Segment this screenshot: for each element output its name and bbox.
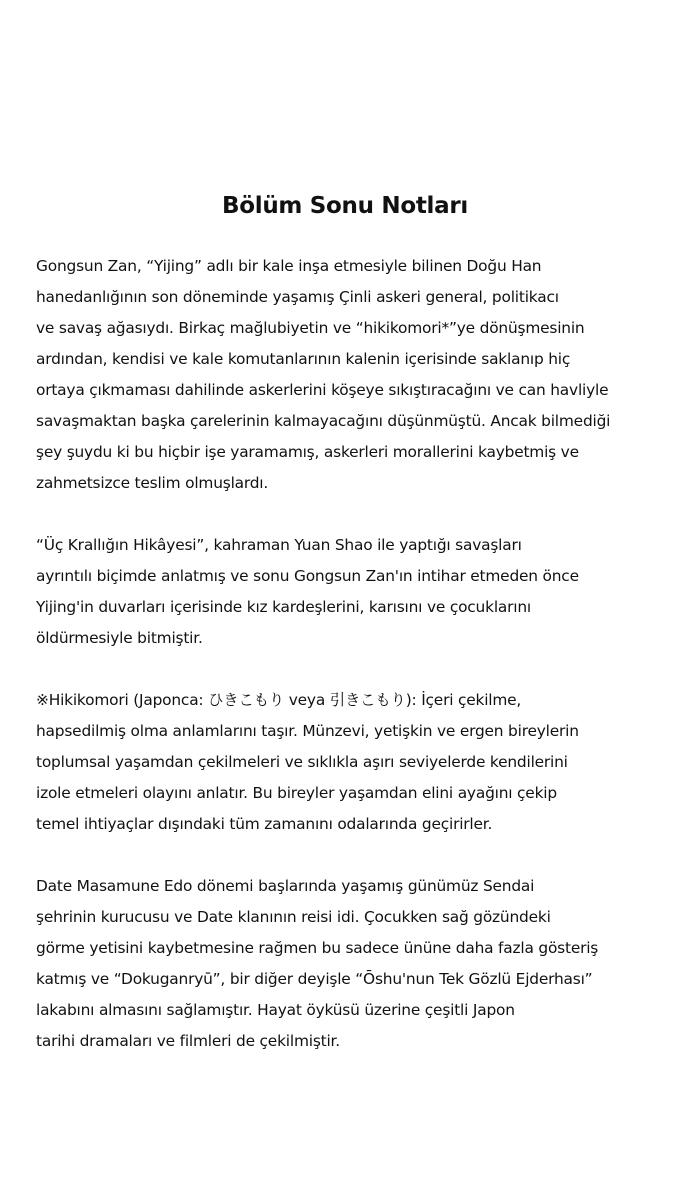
text-line: savaşmaktan başka çarelerinin kalmayacağını düşünmüştü. Ancak bilmediği — [36, 412, 611, 430]
text-line: öldürmesiyle bitmiştir. — [36, 629, 203, 647]
text-line: şehrinin kurucusu ve Date klanının reisi idi. Çocukken sağ gözündeki — [36, 908, 551, 926]
text-line: ayrıntılı biçimde anlatmış ve sonu Gongsun Zan'ın intihar etmeden önce — [36, 567, 579, 585]
text-line: Gongsun Zan, “Yijing” adlı bir kale inşa etmesiyle bilinen Doğu Han — [36, 257, 542, 275]
text-line: ve savaş ağasıydı. Birkaç mağlubiyetin ve “hikikomori*”ye dönüşmesinin — [36, 319, 585, 337]
page-title: Bölüm Sonu Notları — [222, 193, 468, 219]
text-line: görme yetisini kaybetmesine rağmen bu sadece ününe daha fazla gösteriş — [36, 939, 599, 957]
text-line: katmış ve “Dokuganryū”, bir diğer deyişle “Ōshu'nun Tek Gözlü Ejderhası” — [36, 970, 593, 988]
text-line: Date Masamune Edo dönemi başlarında yaşamış günümüz Sendai — [36, 877, 535, 895]
text-line: Yijing'in duvarları içerisinde kız kardeşlerini, karısını ve çocuklarını — [36, 598, 531, 616]
text-line: ardından, kendisi ve kale komutanlarının kalenin içerisinde saklanıp hiç — [36, 350, 571, 368]
text-line: toplumsal yaşamdan çekilmeleri ve sıklıkla aşırı seviyelerde kendilerini — [36, 753, 568, 771]
text-line: “Üç Krallığın Hikâyesi”, kahraman Yuan Shao ile yaptığı savaşları — [36, 536, 522, 554]
text-line: zahmetsizce teslim olmuşlardı. — [36, 474, 269, 492]
text-line: tarihi dramaları ve filmleri de çekilmiştir. — [36, 1032, 340, 1050]
text-line: hanedanlığının son döneminde yaşamış Çinli askeri general, politikacı — [36, 288, 559, 306]
notes-body — [36, 251, 666, 1088]
paragraph-gongsun-zan — [36, 251, 666, 499]
text-line: ortaya çıkmaması dahilinde askerlerini köşeye sıkıştıracağını ve can havliyle — [36, 381, 609, 399]
text-line: izole etmeleri olayını anlatır. Bu bireyler yaşamdan elini ayağını çekip — [36, 784, 557, 802]
paragraph-three-kingdoms — [36, 530, 666, 654]
text-line: ※Hikikomori (Japonca: ひきこもり veya 引きこもり): İçeri çekilme, — [36, 691, 522, 709]
paragraph-date-masamune — [36, 871, 666, 1057]
text-line: şey şuydu ki bu hiçbir işe yaramamış, askerleri morallerini kaybetmiş ve — [36, 443, 579, 461]
text-line: temel ihtiyaçlar dışındaki tüm zamanını odalarında geçirirler. — [36, 815, 493, 833]
paragraph-hikikomori-note — [36, 685, 666, 840]
text-line: lakabını almasını sağlamıştır. Hayat öyküsü üzerine çeşitli Japon — [36, 1001, 515, 1019]
text-line: hapsedilmiş olma anlamlarını taşır. Münzevi, yetişkin ve ergen bireylerin — [36, 722, 579, 740]
